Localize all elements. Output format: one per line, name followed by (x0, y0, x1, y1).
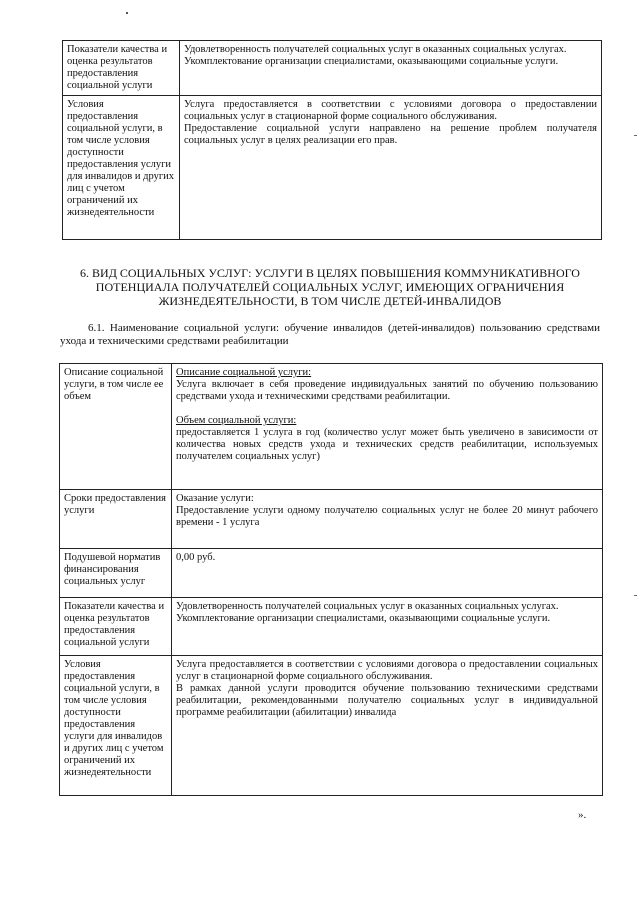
content-line: Услуга предоставляется в соответствии с условиями договора о предоставлении социальных услуг в стационарной форме социального обслуживания. (176, 659, 598, 682)
row-label-terms: Сроки предоставления услуги (60, 490, 172, 549)
row-content-conditions (172, 656, 603, 796)
table-row (60, 598, 603, 656)
row-content-description (172, 364, 603, 490)
row-content-quality (180, 41, 602, 96)
content-line: Укомплектование организации специалистами, оказывающими социальные услуги. (184, 56, 559, 67)
table-row (60, 549, 603, 598)
table-row (60, 364, 603, 490)
content-line: Предоставление социальной услуги направлено на решение проблем получателя социальных услуг в целях реализации его прав. (184, 123, 597, 146)
row-content-conditions (180, 96, 602, 240)
content-line: Услуга предоставляется в соответствии с условиями договора о предоставлении социальных услуг в стационарной форме социального обслуживания. (184, 99, 597, 122)
terms-text: Предоставление услуги одному получателю социальных услуг не более 20 минут рабочего времени - 1 услуга (176, 505, 598, 528)
norm-value: 0,00 руб. (176, 552, 216, 563)
scan-mark (126, 12, 128, 14)
table-row (63, 41, 602, 96)
row-label-description: Описание социальной услуги, в том числе ее объем (60, 364, 172, 490)
row-content-terms (172, 490, 603, 549)
content-line: В рамках данной услуги проводится обучение пользованию техническими средствами реабилитации, рекомендованными получателю социальных услуг в индивидуальной программе реабилитации (абилитации) инвалида (176, 683, 598, 718)
service-name-paragraph: 6.1. Наименование социальной услуги: обучение инвалидов (детей-инвалидов) пользованию средствами ухода и техническими средствами реабилитации (60, 322, 600, 347)
scan-mark (634, 595, 637, 596)
service-table (59, 363, 603, 796)
content-line: Удовлетворенность получателей социальных услуг в оказанных социальных услугах. (184, 44, 567, 55)
content-line: Укомплектование организации специалистами, оказывающими социальные услуги. (176, 613, 551, 624)
volume-text: предоставляется 1 услуга в год (количество услуг может быть увеличено в зависимости от количества новых средств ухода и технических средств реабилитации, используемых получателем социальных услуг) (176, 427, 598, 462)
table-row (60, 656, 603, 796)
table-row (60, 490, 603, 549)
row-label-norm: Подушевой норматив финансирования социальных услуг (60, 549, 172, 598)
row-label-quality: Показатели качества и оценка результатов предоставления социальной услуги (60, 598, 172, 656)
table-row (63, 96, 602, 240)
section-title: 6. ВИД СОЦИАЛЬНЫХ УСЛУГ: УСЛУГИ В ЦЕЛЯХ ПОВЫШЕНИЯ КОММУНИКАТИВНОГО ПОТЕНЦИАЛА ПОЛУЧАТЕЛЕЙ СОЦИАЛЬНЫХ УСЛУГ, ИМЕЮЩИХ ОГРАНИЧЕНИЯ ЖИЗНЕДЕЯТЕЛЬНОСТИ, В ТОМ ЧИСЛЕ ДЕТЕЙ-ИНВАЛИДОВ (80, 266, 580, 308)
scan-mark (634, 135, 637, 136)
closing-quote: ». (578, 809, 587, 821)
volume-heading: Объем социальной услуги: (176, 415, 297, 426)
terms-heading: Оказание услуги: (176, 493, 254, 504)
row-label-conditions: Условия предоставления социальной услуги, в том числе условия доступности предоставления услуги для инвалидов и других лиц с учетом ограничений их жизнедеятельности (60, 656, 172, 796)
row-label-conditions: Условия предоставления социальной услуги, в том числе условия доступности предоставления услуги для инвалидов и других лиц с учетом ограничений их жизнедеятельности (63, 96, 180, 240)
service-table-continued (62, 40, 602, 240)
description-text: Услуга включает в себя проведение индивидуальных занятий по обучению пользованию средствами ухода и техническими средствами реабилитации. (176, 379, 598, 402)
row-label-quality: Показатели качества и оценка результатов предоставления социальной услуги (63, 41, 180, 96)
content-line: Удовлетворенность получателей социальных услуг в оказанных социальных услугах. (176, 601, 559, 612)
row-content-quality (172, 598, 603, 656)
description-heading: Описание социальной услуги: (176, 367, 312, 378)
row-content-norm (172, 549, 603, 598)
